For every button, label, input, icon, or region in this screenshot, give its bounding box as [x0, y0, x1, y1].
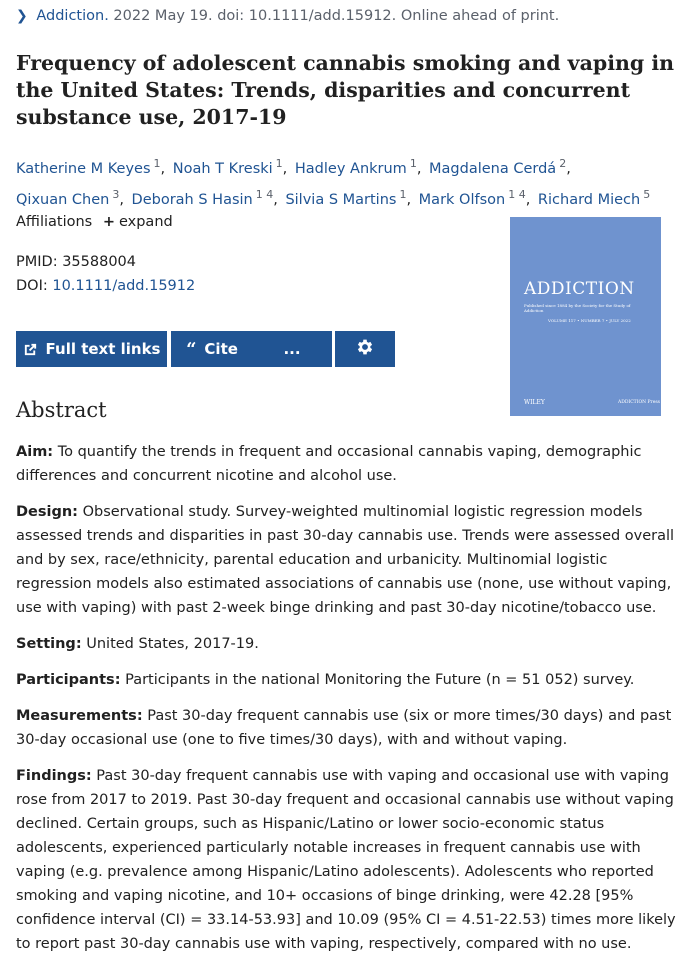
chevron-right-icon[interactable]: ❯	[16, 8, 28, 24]
author-link[interactable]: Deborah S Hasin	[131, 191, 253, 208]
affiliations-toggle[interactable]	[16, 214, 173, 230]
section-label: Setting:	[16, 636, 82, 652]
abstract-body	[16, 440, 686, 968]
journal-cover-image[interactable]	[510, 217, 661, 416]
citation-line	[16, 8, 559, 24]
abstract-section-participants	[16, 668, 686, 692]
section-label: Findings:	[16, 768, 92, 784]
pmid-value: 35588004	[62, 254, 137, 270]
citation-details: 2022 May 19. doi: 10.1111/add.15912. Online ahead of print.	[113, 8, 560, 24]
settings-button[interactable]	[335, 331, 395, 367]
affiliation-number[interactable]: 1	[399, 187, 407, 201]
abstract-section-design	[16, 500, 686, 620]
more-label: ...	[283, 340, 301, 358]
full-text-links-button[interactable]	[16, 331, 167, 367]
cite-label: Cite	[204, 340, 238, 358]
abstract-section-setting	[16, 632, 686, 656]
external-link-icon	[23, 342, 38, 357]
doi-row	[16, 274, 195, 298]
affiliation-number[interactable]: 3	[112, 187, 120, 201]
section-text: Observational study. Survey-weighted multinomial logistic regression models assessed trends and disparities in past 30-day cannabis use. Trends were assessed overall and by sex, race/ethnicity, parental education and urbanicity. Multinomial logistic regression models also estimated associations of cannabis use (none, use without vaping, use with vaping) with past 2-week binge drinking and past 30-day nicotine/tobacco use.	[16, 504, 675, 616]
author-link[interactable]: Qixuan Chen	[16, 191, 110, 208]
more-button[interactable]	[252, 331, 332, 367]
abstract-section-measurements	[16, 704, 686, 752]
section-label: Design:	[16, 504, 78, 520]
cover-title: ADDICTION	[524, 279, 635, 299]
author-link[interactable]: Noah T Kreski	[172, 160, 273, 177]
author-link[interactable]: Silvia S Martins	[285, 191, 397, 208]
gear-icon	[355, 337, 375, 361]
full-text-links-label: Full text links	[45, 340, 161, 358]
article-ids	[16, 250, 195, 298]
cover-publisher: WILEY	[524, 399, 545, 406]
section-label: Participants:	[16, 672, 121, 688]
plus-icon: +	[102, 214, 115, 230]
pmid-row	[16, 250, 195, 274]
section-text: To quantify the trends in frequent and occasional cannabis vaping, demographic differences and concurrent nicotine and alcohol use.	[16, 444, 642, 484]
author-link[interactable]: Richard Miech	[537, 191, 641, 208]
section-label: Aim:	[16, 444, 54, 460]
section-text: Past 30-day frequent cannabis use (six or more times/30 days) and past 30-day occasional use (one to five times/30 days), with and without vaping.	[16, 708, 672, 748]
affiliations-label: Affiliations	[16, 214, 93, 230]
affiliation-number[interactable]: 5	[643, 187, 651, 201]
cover-subtitle: Published since 1884 by the Society for the Study of Addiction	[524, 303, 631, 313]
article-title: Frequency of adolescent cannabis smoking and vaping in the United States: Trends, disparities and concurrent substance use, 2017-19	[16, 51, 675, 129]
cite-button[interactable]	[171, 331, 253, 367]
section-text: Participants in the national Monitoring the Future (n = 51 052) survey.	[120, 672, 635, 688]
section-text: United States, 2017-19.	[81, 636, 259, 652]
doi-label: DOI:	[16, 278, 48, 294]
affiliation-number[interactable]: 1	[153, 157, 161, 170]
affiliation-number[interactable]: 1	[275, 157, 283, 170]
section-text: Past 30-day frequent cannabis use with vaping and occasional use with vaping rose from 2017 to 2019. Past 30-day frequent and occasional cannabis use without vaping declined. Certain groups, such as Hispanic/Latino or lower socio-economic status adolescents, experienced particularly notable increases in frequent cannabis use with vaping (e.g. prevalence among Hispanic/Latino adolescents). Adolescents who reported smoking and vaping nicotine, and 10+ occasions of binge drinking, were 42.28 [95% confidence interval (CI) = 33.14-53.93] and 10.09 (95% CI = 4.51-22.53) times more likely to report past 30-day cannabis use with vaping, respectively, compared with no use.	[16, 768, 676, 952]
author-link[interactable]: Magdalena Cerdá	[429, 160, 557, 177]
affiliation-number[interactable]: 1	[409, 157, 417, 170]
affiliation-number[interactable]: 1 4	[508, 187, 526, 201]
abstract-section-aim	[16, 440, 686, 488]
abstract-section-findings	[16, 764, 686, 956]
expand-label: expand	[118, 214, 173, 230]
author-link[interactable]: Hadley Ankrum	[294, 160, 407, 177]
author-link[interactable]: Katherine M Keyes	[16, 160, 151, 177]
author-link[interactable]: Mark Olfson	[418, 191, 506, 208]
expand-button[interactable]	[103, 214, 173, 230]
cover-volume: VOLUME 117 • NUMBER 7 • JULY 2022	[548, 318, 631, 323]
affiliation-number[interactable]: 2	[559, 157, 567, 170]
doi-link[interactable]: 10.1111/add.15912	[52, 278, 196, 294]
pmid-label: PMID:	[16, 254, 58, 270]
section-label: Measurements:	[16, 708, 143, 724]
author-list: Katherine M Keyes $^1$, Noah T Kreski $^1$, Hadley Ankrum $^1$, Magdalena Cerdá $^2$, Qixuan Chen $^3$, Deborah S Hasin $^{1 4}$, Silvia S Martins $^1$, Mark Olfson $^{1 4}$, Richard Miech $^5$	[16, 157, 651, 208]
cover-press: ADDICTION Press	[618, 400, 660, 405]
abstract-heading: Abstract	[16, 398, 107, 422]
journal-link[interactable]: Addiction.	[36, 8, 109, 24]
affiliation-number[interactable]: 1 4	[255, 187, 274, 201]
quote-icon: “	[186, 338, 197, 360]
